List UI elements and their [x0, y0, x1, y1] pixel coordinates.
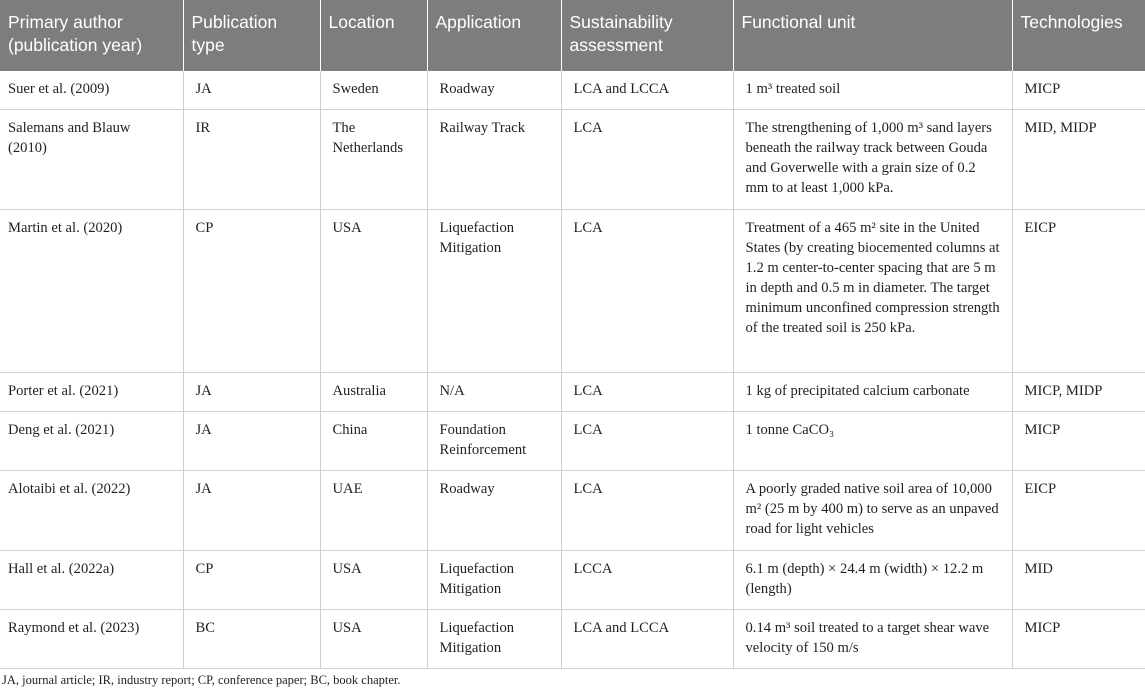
- table-row: [0, 71, 1145, 109]
- cell-functional-unit: The strengthening of 1,000 m³ sand layers beneath the railway track between Gouda and Goverwelle with a grain size of 0.2 mm to at least 1,000 kPa.: [733, 109, 1012, 209]
- table-row: [0, 550, 1145, 609]
- cell-type: JA: [183, 470, 320, 550]
- table-body: [0, 71, 1145, 668]
- header-functional-unit: Functional unit: [733, 0, 1012, 71]
- cell-application: Roadway: [427, 470, 561, 550]
- cell-functional-unit: 1 kg of precipitated calcium carbonate: [733, 372, 1012, 411]
- cell-application: Liquefaction Mitigation: [427, 609, 561, 668]
- cell-technologies: MICP: [1012, 71, 1145, 109]
- cell-author: Martin et al. (2020): [0, 209, 183, 372]
- cell-functional-unit: 0.14 m³ soil treated to a target shear wave velocity of 150 m/s: [733, 609, 1012, 668]
- cell-author: Deng et al. (2021): [0, 411, 183, 470]
- table-footnote: JA, journal article; IR, industry report; CP, conference paper; BC, book chapter.: [2, 673, 401, 687]
- header-technologies: Technologies: [1020, 12, 1123, 32]
- cell-location: USA: [320, 209, 427, 372]
- cell-type: IR: [183, 109, 320, 209]
- cell-assessment: LCA: [561, 411, 733, 470]
- table-row: [0, 109, 1145, 209]
- cell-application: Liquefaction Mitigation: [427, 550, 561, 609]
- cell-location: Sweden: [320, 71, 427, 109]
- cell-type: JA: [183, 372, 320, 411]
- cell-location: The Netherlands: [320, 109, 427, 209]
- header-sustainability-assessment: Sustainability assessment: [561, 0, 733, 71]
- cell-technologies: MICP: [1012, 411, 1145, 470]
- cell-functional-unit: A poorly graded native soil area of 10,000 m² (25 m by 400 m) to serve as an unpaved road for light vehicles: [733, 470, 1012, 550]
- cell-location: USA: [320, 609, 427, 668]
- cell-assessment: LCCA: [561, 550, 733, 609]
- table-row: [0, 411, 1145, 470]
- cell-application: N/A: [427, 372, 561, 411]
- cell-assessment: LCA and LCCA: [561, 71, 733, 109]
- header-application: Application: [427, 0, 561, 71]
- table-row: [0, 609, 1145, 668]
- cell-functional-unit: Treatment of a 465 m² site in the United States (by creating biocemented columns at 1.2 m center-to-center spacing that are 5 m in depth and 0.5 m in diameter. The target minimum unconfined compression strength of the treated soil is 250 kPa.: [733, 209, 1012, 372]
- header-publication-type: Publication type: [183, 0, 320, 71]
- header-row: [0, 0, 1145, 71]
- cell-author: Porter et al. (2021): [0, 372, 183, 411]
- cell-author: Hall et al. (2022a): [0, 550, 183, 609]
- cell-assessment: LCA: [561, 109, 733, 209]
- cell-type: CP: [183, 550, 320, 609]
- cell-application: Railway Track: [427, 109, 561, 209]
- header-location: Location: [320, 0, 427, 71]
- cell-assessment: LCA: [561, 470, 733, 550]
- cell-technologies: MID: [1012, 550, 1145, 609]
- cell-application: Liquefaction Mitigation: [427, 209, 561, 372]
- cell-type: CP: [183, 209, 320, 372]
- cell-functional-unit: 1 tonne CaCO₃: [733, 411, 1012, 470]
- cell-technologies: MICP, MIDP: [1012, 372, 1145, 411]
- cell-type: JA: [183, 411, 320, 470]
- table-header: [0, 0, 1145, 71]
- cell-functional-unit: 1 m³ treated soil: [733, 71, 1012, 109]
- table-row: [0, 372, 1145, 411]
- cell-technologies: MID, MIDP: [1012, 109, 1145, 209]
- header-primary-author: Primary author (publication year): [0, 0, 183, 71]
- cell-type: BC: [183, 609, 320, 668]
- cell-technologies: EICP: [1012, 209, 1145, 372]
- cell-type: JA: [183, 71, 320, 109]
- cell-author: Salemans and Blauw (2010): [0, 109, 183, 209]
- cell-author: Alotaibi et al. (2022): [0, 470, 183, 550]
- cell-author: Raymond et al. (2023): [0, 609, 183, 668]
- cell-assessment: LCA: [561, 372, 733, 411]
- cell-location: UAE: [320, 470, 427, 550]
- cell-location: China: [320, 411, 427, 470]
- cell-location: Australia: [320, 372, 427, 411]
- table-row: [0, 209, 1145, 372]
- cell-technologies: MICP: [1012, 609, 1145, 668]
- cell-author: Suer et al. (2009): [0, 71, 183, 109]
- cell-assessment: LCA: [561, 209, 733, 372]
- table-row: [0, 470, 1145, 550]
- cell-application: Roadway: [427, 71, 561, 109]
- cell-technologies: EICP: [1012, 470, 1145, 550]
- cell-application: Foundation Reinforcement: [427, 411, 561, 470]
- cell-location: USA: [320, 550, 427, 609]
- cell-functional-unit: 6.1 m (depth) × 24.4 m (width) × 12.2 m (length): [733, 550, 1012, 609]
- cell-assessment: LCA and LCCA: [561, 609, 733, 668]
